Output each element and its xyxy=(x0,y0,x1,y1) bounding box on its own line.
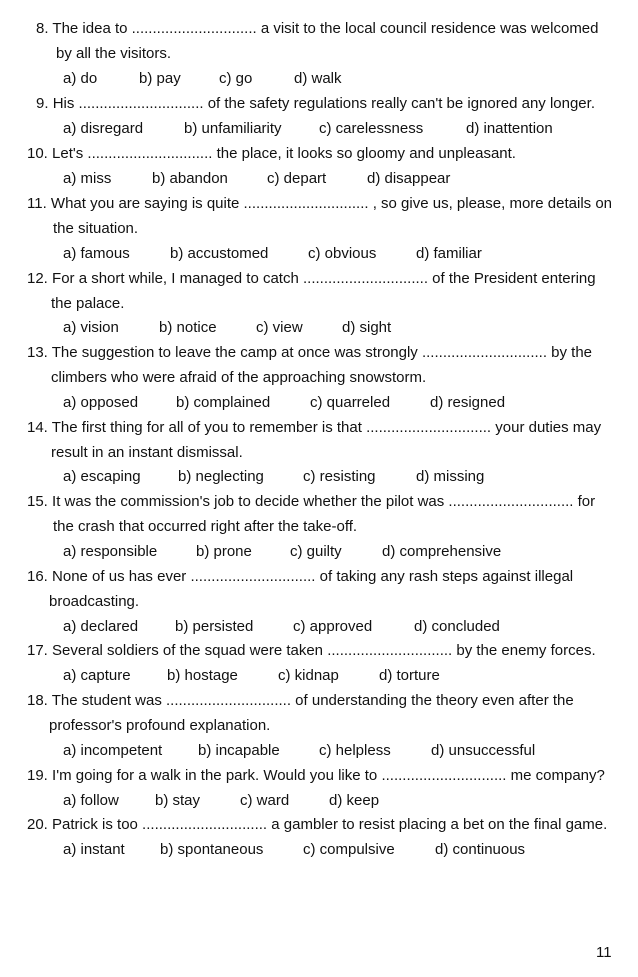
option-a: a) opposed xyxy=(63,394,139,411)
option-d: d) concluded xyxy=(414,618,500,635)
question-number: 17. xyxy=(27,642,48,659)
question-9 xyxy=(36,95,595,113)
option-c: c) ward xyxy=(240,792,290,809)
option-c: c) quarreled xyxy=(310,394,391,411)
question-number: 9. xyxy=(36,95,49,112)
question-text: I'm going for a walk in the park. Would you like to .............................. me company? xyxy=(52,767,605,784)
question-text: His .............................. of the safety regulations really can't be ignored any longer. xyxy=(52,95,595,112)
option-c: c) compulsive xyxy=(303,841,395,858)
question-13-continuation: climbers who were afraid of the approaching snowstorm. xyxy=(51,369,427,386)
question-number: 8. xyxy=(36,20,49,37)
option-c: c) resisting xyxy=(303,468,376,485)
option-b: b) spontaneous xyxy=(160,841,264,858)
question-11-continuation: the situation. xyxy=(53,220,139,237)
question-8 xyxy=(36,20,599,38)
question-text: Several soldiers of the squad were taken .............................. by the enemy forces. xyxy=(52,642,596,659)
option-a: a) escaping xyxy=(63,468,141,485)
option-a: a) follow xyxy=(63,792,119,809)
option-d: d) continuous xyxy=(435,841,526,858)
option-b: b) hostage xyxy=(167,667,238,684)
option-d: d) keep xyxy=(329,792,380,809)
question-18 xyxy=(27,692,574,710)
question-16-continuation: broadcasting. xyxy=(49,593,140,610)
option-c: c) obvious xyxy=(308,245,377,262)
option-c: c) depart xyxy=(267,170,327,187)
question-20 xyxy=(27,816,607,834)
option-b: b) notice xyxy=(159,319,217,336)
question-12-continuation: the palace. xyxy=(51,295,125,312)
option-d: d) resigned xyxy=(430,394,506,411)
option-c: c) kidnap xyxy=(278,667,339,684)
question-15 xyxy=(27,493,595,511)
question-12 xyxy=(27,270,596,288)
page-number: 11 xyxy=(596,944,612,961)
option-d: d) unsuccessful xyxy=(431,742,536,759)
question-number: 20. xyxy=(27,816,48,833)
option-c: c) go xyxy=(219,70,253,87)
question-number: 10. xyxy=(27,145,48,162)
option-b: b) accustomed xyxy=(170,245,269,262)
question-19 xyxy=(27,767,605,785)
option-b: b) prone xyxy=(196,543,252,560)
option-a: a) vision xyxy=(63,319,119,336)
question-14-continuation: result in an instant dismissal. xyxy=(51,444,243,461)
option-b: b) neglecting xyxy=(178,468,264,485)
option-d: d) walk xyxy=(294,70,342,87)
question-11 xyxy=(27,195,612,213)
question-15-continuation: the crash that occurred right after the take-off. xyxy=(53,518,358,535)
option-d: d) missing xyxy=(416,468,485,485)
option-d: d) familiar xyxy=(416,245,482,262)
option-c: c) approved xyxy=(293,618,373,635)
option-c: c) guilty xyxy=(290,543,342,560)
question-14 xyxy=(27,419,601,437)
option-a: a) do xyxy=(63,70,98,87)
question-text: Patrick is too .............................. a gambler to resist placing a bet on the final game. xyxy=(52,816,608,833)
question-text: The suggestion to leave the camp at once was strongly .............................. by the xyxy=(51,344,593,361)
option-d: d) sight xyxy=(342,319,392,336)
option-b: b) abandon xyxy=(152,170,228,187)
option-b: b) complained xyxy=(176,394,271,411)
question-number: 14. xyxy=(27,419,48,436)
option-d: d) comprehensive xyxy=(382,543,502,560)
option-a: a) miss xyxy=(63,170,112,187)
option-a: a) famous xyxy=(63,245,130,262)
question-10 xyxy=(27,145,516,163)
option-b: b) persisted xyxy=(175,618,254,635)
question-number: 11. xyxy=(27,195,47,212)
option-a: a) incompetent xyxy=(63,742,163,759)
question-number: 19. xyxy=(27,767,48,784)
question-number: 12. xyxy=(27,270,48,287)
option-b: b) stay xyxy=(155,792,201,809)
question-text: The first thing for all of you to remember is that .............................. your duties may xyxy=(51,419,602,436)
question-number: 13. xyxy=(27,344,48,361)
option-c: c) view xyxy=(256,319,303,336)
option-a: a) instant xyxy=(63,841,125,858)
question-text: What you are saying is quite .............................. , so give us, please, more details on xyxy=(50,195,613,212)
question-text: Let's .............................. the place, it looks so gloomy and unpleasant. xyxy=(52,145,516,162)
question-text: For a short while, I managed to catch .............................. of the President entering xyxy=(52,270,596,287)
question-number: 16. xyxy=(27,568,48,585)
option-c: c) helpless xyxy=(319,742,391,759)
option-a: a) disregard xyxy=(63,120,144,137)
option-b: b) incapable xyxy=(198,742,280,759)
question-number: 18. xyxy=(27,692,48,709)
question-text: The student was .............................. of understanding the theory even after the xyxy=(51,692,574,709)
question-text: The idea to .............................. a visit to the local council residence was welcomed xyxy=(52,20,599,37)
option-d: d) disappear xyxy=(367,170,451,187)
option-a: a) declared xyxy=(63,618,139,635)
question-text: None of us has ever .............................. of taking any rash steps against illegal xyxy=(52,568,574,585)
option-b: b) pay xyxy=(139,70,181,87)
option-d: d) inattention xyxy=(466,120,553,137)
option-c: c) carelessness xyxy=(319,120,424,137)
option-a: a) responsible xyxy=(63,543,158,560)
option-b: b) unfamiliarity xyxy=(184,120,282,137)
question-13 xyxy=(27,344,592,362)
option-d: d) torture xyxy=(379,667,440,684)
question-18-continuation: professor's profound explanation. xyxy=(49,717,271,734)
option-a: a) capture xyxy=(63,667,131,684)
question-8-continuation: by all the visitors. xyxy=(56,45,172,62)
question-17 xyxy=(27,642,596,660)
question-16 xyxy=(27,568,573,586)
question-text: It was the commission's job to decide whether the pilot was .............................. for xyxy=(52,493,596,510)
question-number: 15. xyxy=(27,493,48,510)
